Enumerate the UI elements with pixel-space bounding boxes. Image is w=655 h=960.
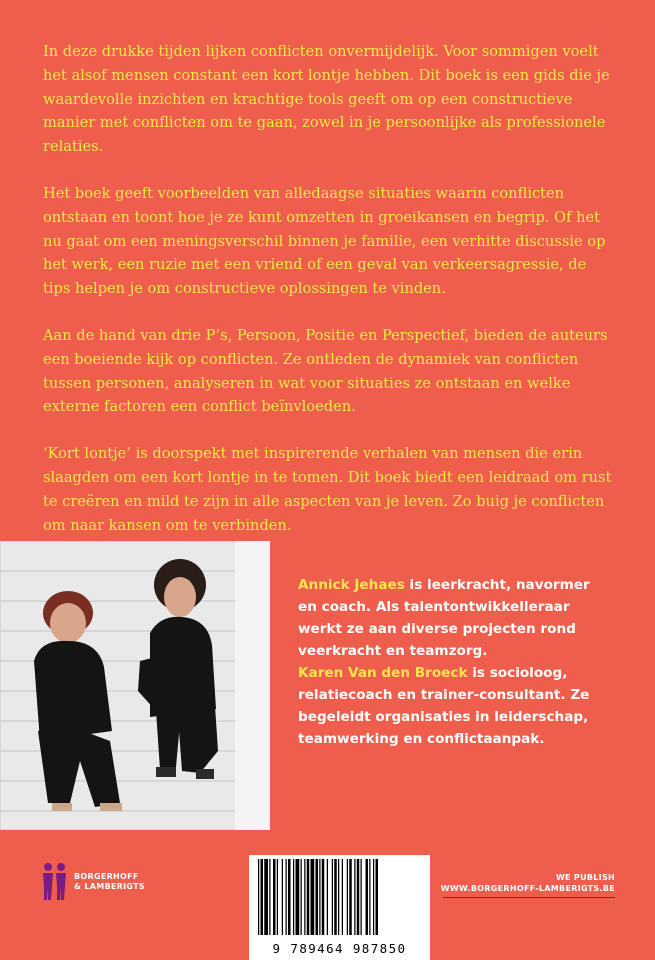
author-name: Karen Van den Broeck (298, 665, 468, 681)
blurb-paragraph: Het boek geeft voorbeelden van alledaagse situaties waarin conflicten ontstaan en toont hoe je ze kunt omzetten in groeikansen en begrip. Of het nu gaat om een meningsverschil binnen je familie, een verhitte discussie op het werk, een ruzie met een vriend of een geval van verkeersagressie, de tips helpen je om constructieve oplossingen te vinden. (43, 184, 606, 298)
barcode-bar (311, 859, 315, 935)
barcode-bar (347, 859, 348, 935)
barcode-bar (258, 859, 259, 935)
barcode-bar (334, 859, 337, 935)
barcode-bar (301, 859, 302, 935)
publisher-name (74, 872, 145, 892)
barcode-bar (327, 859, 328, 935)
barcode-bar (286, 859, 287, 935)
barcode-bar (369, 859, 370, 935)
barcode-bar (296, 859, 300, 935)
author-bios (298, 574, 598, 750)
underline-divider (443, 897, 615, 898)
authors-photo-illustration (0, 541, 270, 830)
publisher-website: WWW.BORGERHOFF-LAMBERIGTS.BE (440, 884, 615, 893)
author-bio (298, 662, 598, 750)
barcode-bar (332, 859, 333, 935)
barcode-bar (261, 859, 264, 935)
isbn-barcode (249, 855, 430, 960)
author-name: Annick Jehaes (298, 577, 405, 593)
publisher-figures-icon (40, 862, 68, 902)
blurb-paragraph: Aan de hand van drie P’s, Persoon, Positie en Perspectief, bieden de auteurs een boeiende kijk op conflicten. Ze ontleden de dynamiek van conflicten tussen personen, analyseren in wat voor situaties ze ontstaan en welke externe factoren een conflict beïnvloeden. (43, 326, 608, 416)
barcode-bar (376, 859, 379, 935)
barcode-bar (264, 859, 268, 935)
barcode-bar (288, 859, 291, 935)
publisher-tagline (441, 872, 615, 898)
tagline-text: WE PUBLISH (555, 873, 615, 882)
barcode-bar (316, 859, 319, 935)
publisher-name-line1: BORGERHOFF (74, 872, 139, 881)
author-bio (298, 574, 598, 662)
barcode-bar (373, 859, 374, 935)
barcode-bar (342, 859, 343, 935)
barcode-bar (304, 859, 305, 935)
barcode-bar (282, 859, 283, 935)
barcode-bar (361, 859, 362, 935)
blurb-paragraph: In deze drukke tijden lijken conflicten onvermijdelijk. Voor sommigen voelt het alsof mensen constant een kort lontje hebben. Dit boek is een gids die je waardevolle inzichten en krachtige tools geeft om op een constructieve manier met conflicten om te gaan, zowel in je persoonlijke als professionele relaties. (43, 43, 610, 156)
barcode-bar (273, 859, 276, 935)
barcode-bar (357, 859, 360, 935)
authors-photo (0, 541, 270, 830)
isbn-number: 9 789464 987850 (272, 941, 407, 956)
barcode-bar (349, 859, 352, 935)
barcode-bar (277, 859, 278, 935)
barcode-bar (366, 859, 369, 935)
publisher-name-line2: & LAMBERIGTS (74, 882, 145, 891)
barcode-bar (338, 859, 339, 935)
back-cover-blurb (43, 40, 618, 560)
barcode-bar (354, 859, 355, 935)
author-description: is leerkracht, navormer en coach. Als talentontwikkelleraar werkt ze aan diverse projecten rond veerkracht en teamzorg. (298, 577, 590, 659)
author-description: is socioloog, relatiecoach en trainer-consultant. Ze begeleidt organisaties in leiderschap, teamwerking en conflictaanpak. (298, 665, 590, 747)
barcode-bars (249, 855, 430, 939)
publisher-logo (40, 862, 145, 902)
barcode-bar (307, 859, 310, 935)
blurb-paragraph: ‘Kort lontje’ is doorspekt met inspirerende verhalen van mensen die erin slaagden om een kort lontje in te tomen. Dit boek biedt een leidraad om rust te creëren en mild te zijn in alle aspecten van je leven. Zo buig je conflicten om naar kansen om te verbinden. (43, 445, 612, 534)
barcode-bar (322, 859, 325, 935)
barcode-bar (319, 859, 320, 935)
barcode-bar (293, 859, 294, 935)
barcode-bar (269, 859, 270, 935)
